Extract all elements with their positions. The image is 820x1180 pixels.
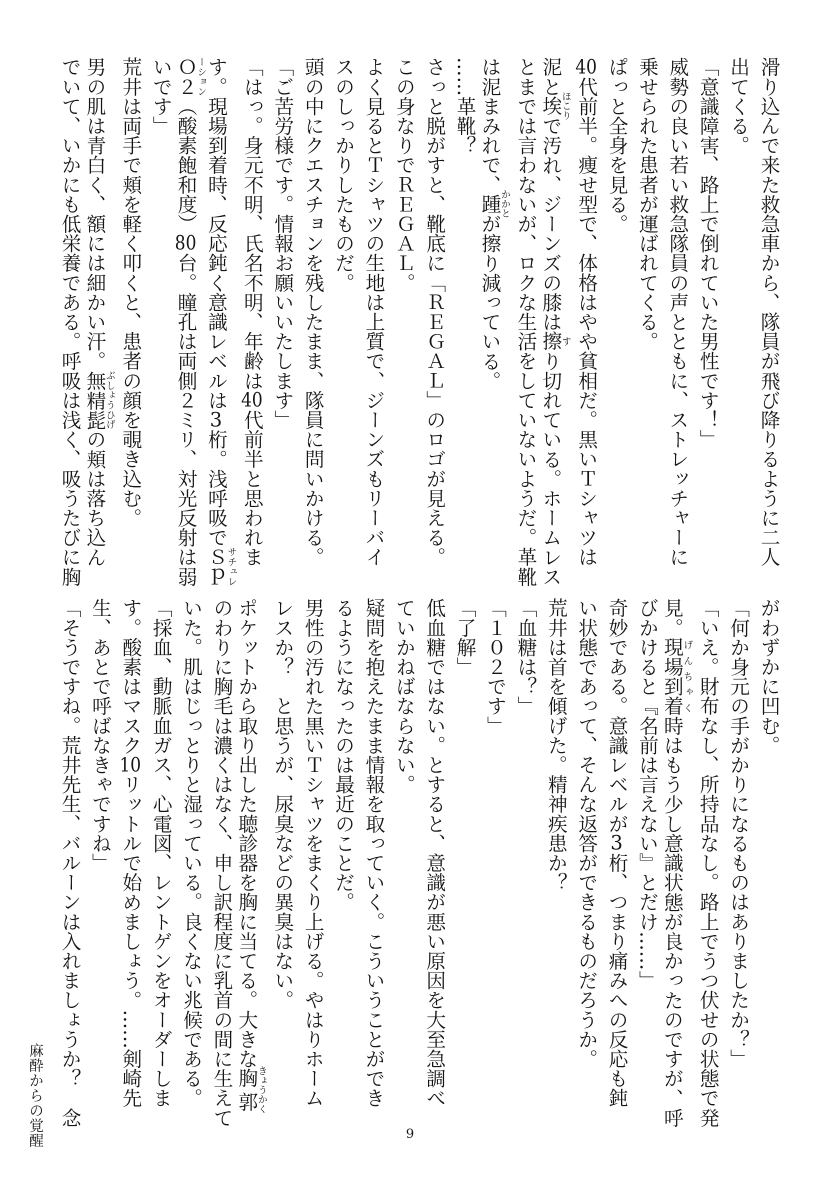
ruby-word <box>234 1066 267 1114</box>
running-title: 麻酔からの覚醒 <box>27 1043 43 1148</box>
text-run: 出てくる。 <box>726 57 750 155</box>
text-run: いた。肌はじっとりと湿っている。良くない兆候である。 <box>179 598 203 1108</box>
text-run: 「血糖は？」 <box>513 598 537 716</box>
text-run: 見。 <box>660 598 684 638</box>
text-run: でいて、いかにも低栄養である。呼吸は浅く、吸うたびに胸 <box>58 57 82 587</box>
text-column <box>327 57 357 597</box>
text-column <box>631 57 661 597</box>
text-run: さっと脱がすと、靴底に「ＲＥＧＡＬ」のロゴが見える。 <box>422 57 446 567</box>
text-run: がわずかに凹む。 <box>757 598 780 755</box>
text-run: いです」 <box>149 57 173 136</box>
ruby-base: Ｓｐ <box>204 547 228 587</box>
ruby-reading: ぶしょうひげ <box>103 370 115 430</box>
text-run: 荒井は両手で頬を軽く叩くと、患者の顔を覗き込む。 <box>118 57 142 528</box>
text-column <box>509 598 539 1138</box>
text-run: 時はもう少し意識状態が良かったのですが、呼 <box>660 715 684 1128</box>
text-column <box>601 57 631 597</box>
ruby-word <box>660 637 693 716</box>
ruby-base: 無精髭 <box>82 370 106 430</box>
ruby-word <box>204 547 237 587</box>
text-run: り切れている。ホームレス <box>538 351 562 587</box>
text-column <box>358 598 388 1138</box>
text-column <box>388 57 418 597</box>
text-run: 「そうですね。荒井先生、バルーンは入れましょうか？ 念 <box>58 598 82 1128</box>
text-column <box>692 598 722 1138</box>
text-run: 男の肌は青白く、額には細かい汗。 <box>82 57 106 371</box>
text-column <box>753 57 783 597</box>
text-run: （酸素飽和度）80台。瞳孔は両側２ミリ、対光反射は弱 <box>174 96 198 587</box>
page-number: 9 <box>405 1127 415 1142</box>
text-run: が擦り減っている。 <box>477 213 501 391</box>
text-column <box>236 57 266 597</box>
text-run: 「１０２です」 <box>483 598 507 736</box>
text-run: びかけると『名前は言えない』とだけ……」 <box>635 598 659 990</box>
ruby-reading: げんちゃく <box>681 637 693 716</box>
text-run: この身なりでＲＥＧＡＬ。 <box>392 57 416 293</box>
ruby-base: 現場到着 <box>660 637 684 716</box>
ruby-reading: ほこり <box>559 91 571 121</box>
text-column <box>266 57 296 597</box>
ruby-reading: す <box>559 331 571 352</box>
ruby-word <box>538 91 571 121</box>
text-run: 奇妙である。意識レベルが3桁、つまり痛みへの反応も鈍 <box>605 598 629 1108</box>
text-column <box>114 598 144 1138</box>
text-run: い状態であって、そんな返答ができるものだろうか。 <box>574 598 598 1069</box>
text-column <box>358 57 388 597</box>
ruby-word <box>538 331 571 352</box>
text-column <box>145 598 175 1138</box>
text-run: 「はっ。身元不明、氏名不明、年齢は40代前半と思われま <box>240 57 264 567</box>
text-column <box>84 598 114 1138</box>
text-column <box>601 598 631 1138</box>
lower-text-block <box>53 598 783 1138</box>
text-run: 「了解」 <box>453 598 477 677</box>
text-column <box>418 57 448 597</box>
text-run: 頭の中にクエスチョンを残したまま、隊員に問いかける。 <box>301 57 325 567</box>
text-column <box>753 598 783 1138</box>
ruby-reading: きょうかく <box>255 1066 267 1114</box>
text-column <box>661 598 691 1138</box>
text-run: で汚れ、ジーンズの膝は <box>538 115 562 332</box>
text-column <box>175 598 205 1138</box>
ruby-base: 埃 <box>538 91 562 121</box>
ruby-base: Ｏ２ <box>174 57 198 97</box>
text-run: す。現場到着時、反応鈍く意識レベルは3桁。浅呼吸で <box>204 57 228 548</box>
text-run: 威勢の良い若い救急隊員の声とともに、ストレッチャーに <box>665 57 689 567</box>
upper-text-block <box>53 57 783 597</box>
text-column <box>236 598 266 1138</box>
text-column <box>449 598 479 1138</box>
text-column <box>266 598 296 1138</box>
text-run: ……革靴？ <box>453 57 477 155</box>
text-run: 40代前半。痩せ型で、体格はやや貧相だ。黒いＴシャツは <box>574 57 598 567</box>
text-run: す。酸素はマスク10リットルで始めましょう。……剣崎先 <box>118 598 142 1108</box>
ruby-word <box>174 57 207 97</box>
text-run: 荒井は首を傾げた。精神疾患か？ <box>544 598 568 892</box>
text-column <box>114 57 144 597</box>
text-column <box>327 598 357 1138</box>
text-run: レスか？ と思うが、尿臭などの異臭はない。 <box>270 598 294 1010</box>
text-column <box>479 598 509 1138</box>
text-column <box>540 598 570 1138</box>
text-column <box>661 57 691 597</box>
text-column <box>297 57 327 597</box>
text-run: 「採血、動脈血ガス、心電図、レントゲンをオーダーしま <box>149 598 173 1108</box>
text-column <box>206 57 236 597</box>
text-run: ぱっと全身を見る。 <box>605 57 629 234</box>
text-run: 滑り込んで来た救急車から、隊員が飛び降りるように二人 <box>757 57 780 567</box>
text-column <box>388 598 418 1138</box>
text-column <box>570 598 600 1138</box>
text-run: の頬は落ち込ん <box>82 429 106 567</box>
text-run: 「ご苦労様です。情報お願いいたします」 <box>270 57 294 430</box>
ruby-reading: サチュレ <box>225 547 237 587</box>
text-run: 疑問を抱えたまま情報を取っていく。こういうことができ <box>361 598 385 1108</box>
text-column <box>418 598 448 1138</box>
text-run: るようになったのは最近のことだ。 <box>331 598 355 912</box>
text-run: 「何か身元の手がかりになるものはありましたか？」 <box>726 598 750 1069</box>
ruby-reading: ーション <box>195 57 207 97</box>
text-run: とまでは言わないが、ロクな生活をしていないようだ。革靴 <box>513 57 537 587</box>
text-run: のわりに胸毛は濃くはなく、申し訳程度に乳首の間に生えて <box>209 598 233 1128</box>
text-run: ていかねばならない。 <box>392 598 416 794</box>
text-run: 「意識障害、路上で倒れていた男性です！」 <box>696 57 720 449</box>
text-column <box>84 57 114 597</box>
text-column <box>540 57 570 597</box>
ruby-base: 擦 <box>538 331 562 352</box>
text-column <box>722 598 752 1138</box>
ruby-base: 胸郭 <box>234 1066 258 1114</box>
text-run: は泥まみれで、 <box>477 57 501 195</box>
text-run: 生、あとで呼ばなきゃですね」 <box>88 598 112 873</box>
text-run: 低血糖ではない。とすると、意識が悪い原因を大至急調べ <box>422 598 446 1108</box>
text-column <box>570 57 600 597</box>
text-run: ポケットから取り出した聴診器を胸に当てる。大きな <box>234 598 258 1069</box>
text-run: 「いえ。財布なし、所持品なし。路上でうつ伏せの状態で発 <box>696 598 720 1128</box>
ruby-reading: かかと <box>498 189 510 219</box>
text-run: よく見るとＴシャツの生地は上質で、ジーンズもリーバイ <box>361 57 385 567</box>
ruby-word <box>477 189 510 219</box>
text-run: 男性の汚れた黒いＴシャツをまくり上げる。やはりホーム <box>301 598 325 1108</box>
text-column <box>479 57 509 597</box>
text-run: 泥と <box>538 57 562 97</box>
text-column <box>722 57 752 597</box>
ruby-word <box>82 370 115 430</box>
text-column <box>692 57 722 597</box>
text-run: 乗せられた患者が運ばれてくる。 <box>635 57 659 351</box>
text-column <box>54 598 84 1138</box>
text-run: スのしっかりしたものだ。 <box>331 57 355 293</box>
text-column <box>297 598 327 1138</box>
ruby-base: 踵 <box>477 189 501 219</box>
